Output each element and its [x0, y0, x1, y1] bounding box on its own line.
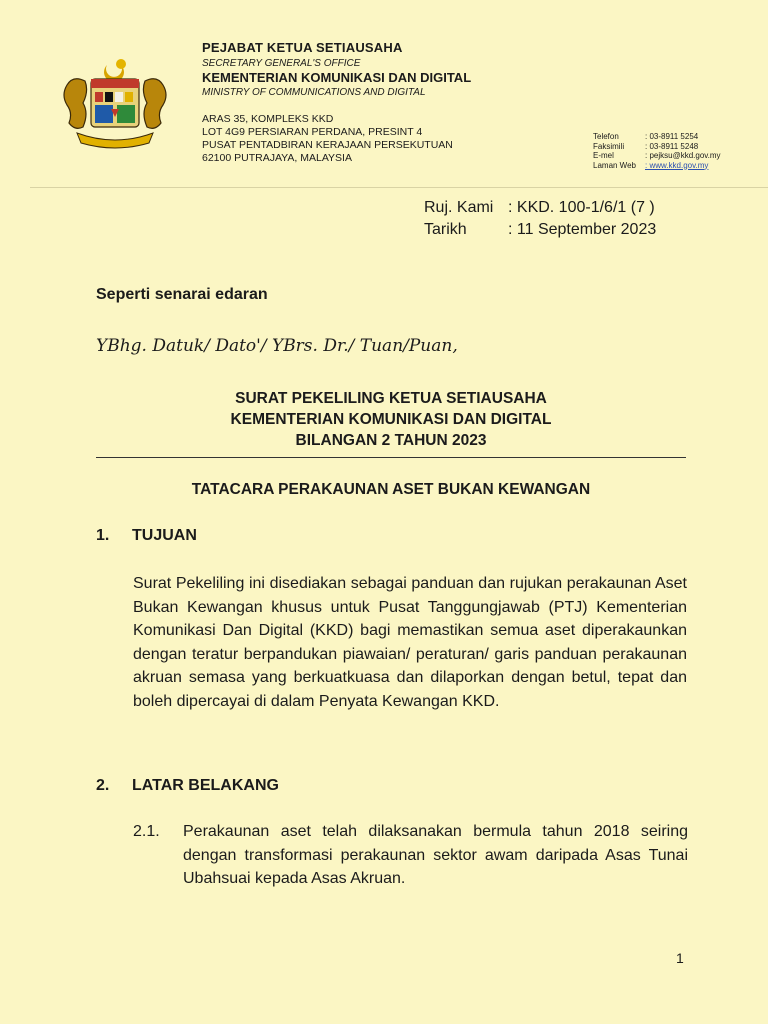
- date-label: Tarikh: [424, 221, 467, 238]
- section-number: 1.: [96, 527, 110, 544]
- website-link[interactable]: : www.kkd.gov.my: [645, 160, 709, 170]
- contact-phone: [593, 132, 721, 142]
- office-address: [202, 113, 453, 165]
- coat-of-arms-icon: [55, 55, 175, 155]
- circular-title-line: KEMENTERIAN KOMUNIKASI DAN DIGITAL: [230, 411, 552, 428]
- contact-label: Faksimili: [593, 141, 625, 151]
- section-heading-background: [96, 777, 279, 795]
- subject-heading: TATACARA PERAKAUNAN ASET BUKAN KEWANGAN: [191, 481, 591, 498]
- address-line: 62100 PUTRAJAYA, MALAYSIA: [202, 152, 352, 164]
- circular-title-line: SURAT PEKELILING KETUA SETIAUSAHA: [235, 390, 547, 407]
- title-divider: [96, 457, 686, 458]
- section-body-purpose: Surat Pekeliling ini disediakan sebagai panduan dan rujukan perakaunan Aset Bukan Kewangan khusus untuk Pusat Tanggungjawab (PTJ) Kementerian Komunikasi Dan Digital (KKD) bagi memastikan semua aset diperakaunkan dengan teratur berpandukan piawaian/ peraturan/ garis panduan perakaunan akruan semasa yang berkuatkuasa dan dilaporkan dengan betul, tepat dan boleh dipercayai di dalam Penyata Kewangan KKD.: [133, 575, 687, 710]
- circular-title: [96, 388, 686, 451]
- subsection-number: 2.1.: [133, 823, 160, 840]
- office-name-en: SECRETARY GENERAL'S OFFICE: [202, 58, 361, 69]
- contact-value: : 03-8911 5254: [645, 132, 699, 141]
- contact-value: : 03-8911 5248: [645, 141, 699, 151]
- contact-label: Telefon: [593, 132, 619, 141]
- ministry-name: KEMENTERIAN KOMUNIKASI DAN DIGITAL: [202, 70, 472, 85]
- recipient-line: Seperti senarai edaran: [96, 286, 268, 303]
- ministry-name-en: MINISTRY OF COMMUNICATIONS AND DIGITAL: [202, 87, 426, 98]
- circular-title-line: BILANGAN 2 TAHUN 2023: [295, 432, 487, 449]
- address-line: ARAS 35, KOMPLEKS KKD: [202, 113, 334, 125]
- page-number: 1: [676, 950, 684, 966]
- address-line: PUSAT PENTADBIRAN KERAJAAN PERSEKUTUAN: [202, 139, 453, 151]
- contact-website: [593, 161, 721, 171]
- contact-label: Laman Web: [593, 160, 636, 170]
- section-heading-purpose: [96, 527, 197, 545]
- address-line: LOT 4G9 PERSIARAN PERDANA, PRESINT 4: [202, 126, 423, 138]
- contact-block: [593, 132, 721, 170]
- contact-label: E-mel: [593, 151, 614, 160]
- salutation: YBhg. Datuk/ Dato'/ YBrs. Dr./ Tuan/Puan,: [96, 336, 458, 356]
- contact-value: : pejksu@kkd.gov.my: [645, 151, 721, 160]
- section-title: LATAR BELAKANG: [132, 777, 279, 794]
- header-divider: [30, 187, 768, 188]
- date-value: : 11 September 2023: [508, 221, 657, 238]
- contact-email: [593, 151, 721, 161]
- section-number: 2.: [96, 777, 110, 794]
- office-heading: [202, 40, 471, 98]
- contact-fax: [593, 142, 721, 152]
- reference-block: [424, 197, 656, 241]
- ref-label: Ruj. Kami: [424, 199, 494, 216]
- subsection-body: Perakaunan aset telah dilaksanakan bermula tahun 2018 seiring dengan transformasi perakaunan sektor awam daripada Asas Tunai Ubahsuai kepada Asas Akruan.: [183, 823, 688, 887]
- subsection-2-1: [133, 820, 688, 891]
- section-title: TUJUAN: [132, 527, 197, 544]
- ref-value: : KKD. 100-1/6/1 (7 ): [508, 199, 655, 216]
- office-name: PEJABAT KETUA SETIAUSAHA: [202, 40, 403, 55]
